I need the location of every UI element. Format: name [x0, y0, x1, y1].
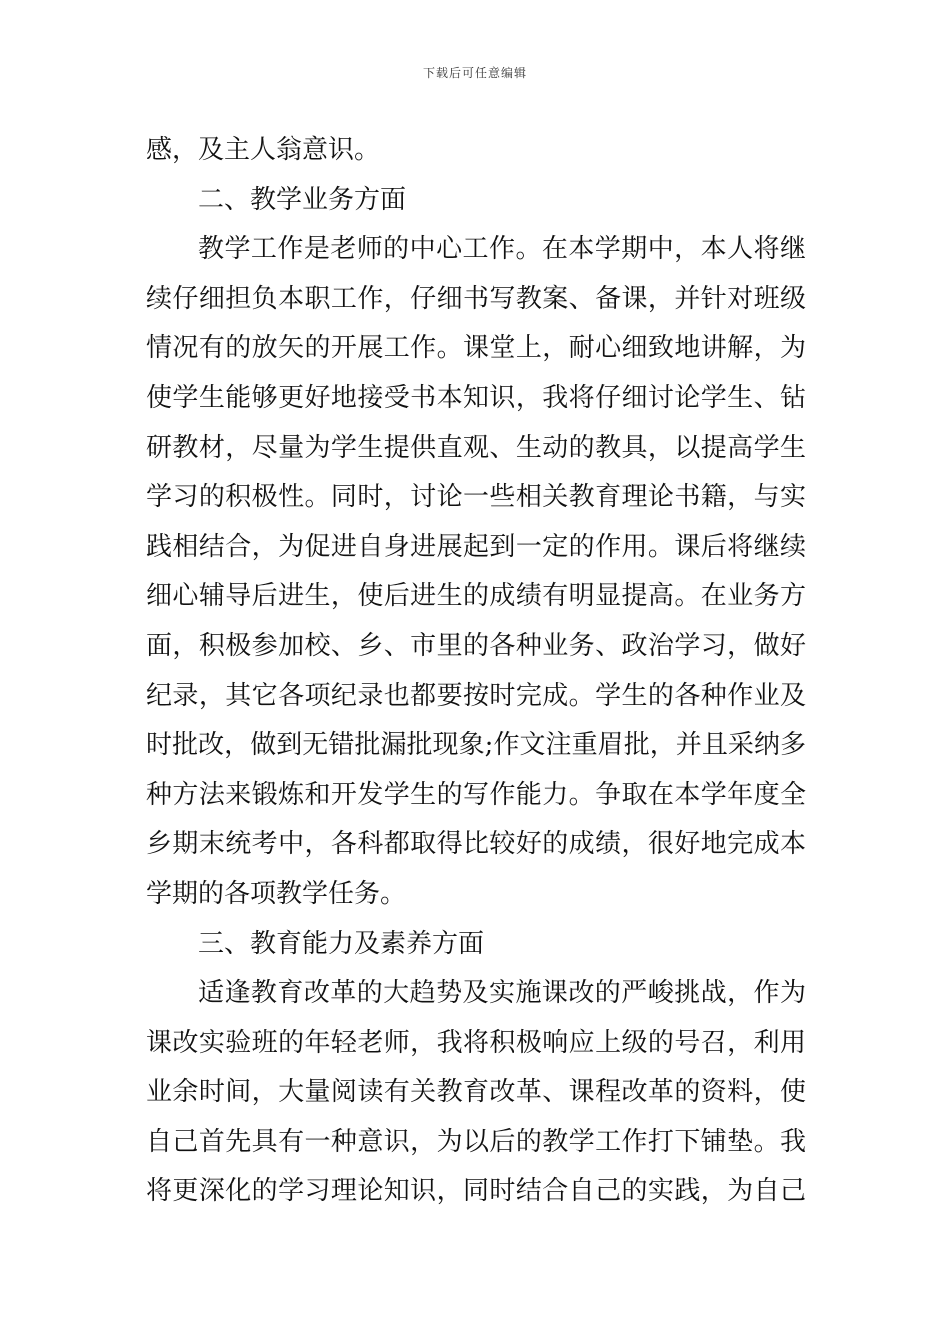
page-header-note: 下载后可任意编辑: [422, 66, 527, 80]
text-line: 种方法来锻炼和开发学生的写作能力。争取在本学年度全: [146, 779, 806, 810]
text-line: 纪录，其它各项纪录也都要按时完成。学生的各种作业及: [146, 680, 806, 711]
section-heading-teaching: 二、教学业务方面: [198, 184, 407, 215]
text-line: 学期的各项教学任务。: [146, 878, 407, 909]
text-line: 细心辅导后进生，使后进生的成绩有明显提高。在业务方: [146, 581, 806, 612]
text-line: 课改实验班的年轻老师，我将积极响应上级的号召，利用: [146, 1027, 806, 1058]
text-line: 适逢教育改革的大趋势及实施课改的严峻挑战，作为: [198, 978, 806, 1009]
section-heading-abilities: 三、教育能力及素养方面: [198, 928, 485, 959]
text-line: 将更深化的学习理论知识，同时结合自己的实践，为自己: [146, 1176, 806, 1207]
text-line: 续仔细担负本职工作，仔细书写教案、备课，并针对班级: [146, 283, 806, 314]
text-line: 学习的积极性。同时，讨论一些相关教育理论书籍，与实: [146, 482, 806, 513]
text-line: 感，及主人翁意识。: [146, 135, 381, 165]
document-body: [146, 126, 806, 1217]
text-line: 教学工作是老师的中心工作。在本学期中，本人将继: [198, 234, 806, 265]
text-line: 乡期末统考中，各科都取得比较好的成绩，很好地完成本: [146, 829, 806, 860]
text-line: 业余时间，大量阅读有关教育改革、课程改革的资料，使: [146, 1077, 806, 1108]
text-line: 使学生能够更好地接受书本知识，我将仔细讨论学生、钻: [146, 382, 806, 413]
text-line: 时批改，做到无错批漏批现象;作文注重眉批，并且采纳多: [146, 730, 806, 761]
text-line: 研教材，尽量为学生提供直观、生动的教具，以提高学生: [146, 432, 806, 463]
text-line: 情况有的放矢的开展工作。课堂上，耐心细致地讲解，为: [146, 333, 806, 364]
text-line: 践相结合，为促进自身进展起到一定的作用。课后将继续: [146, 531, 806, 562]
text-line: 面，积极参加校、乡、市里的各种业务、政治学习，做好: [146, 630, 806, 661]
text-line: 自己首先具有一种意识，为以后的教学工作打下铺垫。我: [146, 1126, 806, 1157]
